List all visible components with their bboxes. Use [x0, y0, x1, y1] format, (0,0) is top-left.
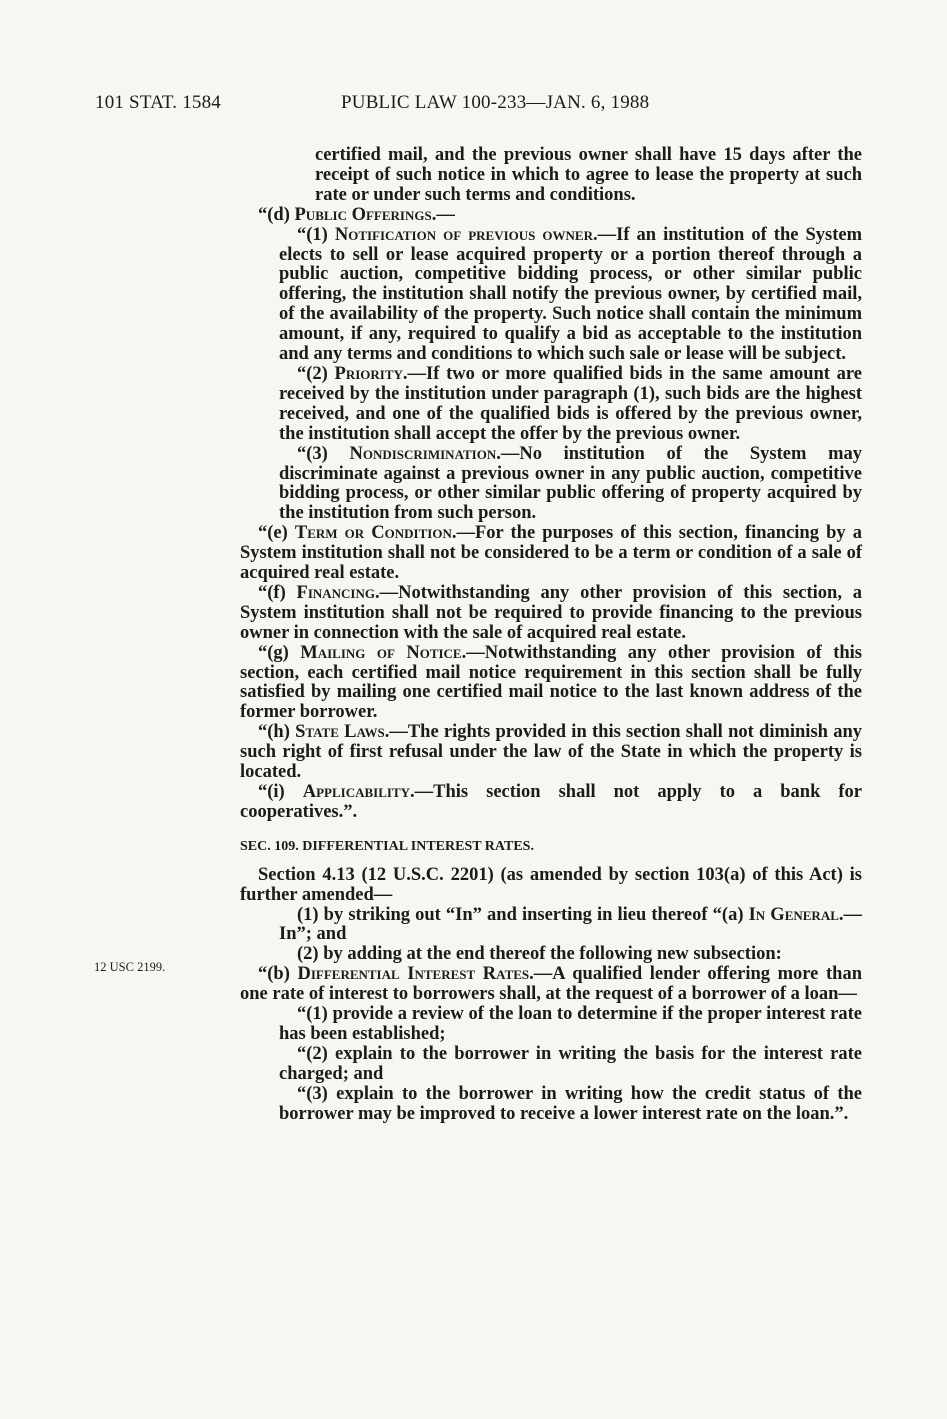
- subsection-d: “(d) Public Offerings.—: [258, 204, 455, 225]
- paragraph-b1: “(1) provide a review of the loan to determine if the proper interest rate has been established;: [279, 1004, 862, 1044]
- paragraph-d2: “(2) Priority.—If two or more qualified bids in the same amount are received by the institution under paragraph (1), such bids are the highest received, and one of the qualified bids is offered by the previous owner, the institution shall accept the offer by the previous owner.: [279, 363, 862, 444]
- statute-reference: 101 STAT. 1584: [95, 92, 222, 113]
- document-body: [240, 146, 862, 1125]
- subsection-e: “(e) Term or Condition.—For the purposes of this section, financing by a System institution shall not be considered to be a term or condition of a sale of acquired real estate.: [240, 523, 862, 584]
- subsection-b: “(b) Differential Interest Rates.—A qualified lender offering more than one rate of interest to borrowers shall, at the request of a borrower of a loan—: [240, 964, 862, 1005]
- paragraph-b3: “(3) explain to the borrower in writing how the credit status of the borrower may be improved to receive a lower interest rate on the loan.”.: [279, 1083, 862, 1124]
- amendment-item-1: (1) by striking out “In” and inserting in lieu thereof “(a) In General.—In”; and: [279, 904, 862, 945]
- amendment-item-2: (2) by adding at the end thereof the following new subsection:: [297, 944, 782, 965]
- subsection-g: “(g) Mailing of Notice.—Notwithstanding any other provision of this section, each certified mail notice requirement in this section shall be fully satisfied by mailing one certified mail notice to the last known address of the former borrower.: [240, 642, 862, 723]
- paragraph-d3: “(3) Nondiscrimination.—No institution of the System may discriminate against a previous owner in any public auction, competitive bidding process, or other similar public offering of property acquired by the institution from such person.: [279, 443, 862, 524]
- subsection-f: “(f) Financing.—Notwithstanding any other provision of this section, a System institution shall not be required to provide financing to the previous owner in connection with the sale of acquired real estate.: [240, 582, 862, 643]
- running-title: PUBLIC LAW 100-233—JAN. 6, 1988: [341, 92, 650, 113]
- section-heading: SEC. 109. DIFFERENTIAL INTEREST RATES.: [240, 838, 534, 854]
- paragraph-c-continued: certified mail, and the previous owner shall have 15 days after the receipt of such notice in which to agree to lease the property at such rate or under such terms and conditions.: [315, 145, 862, 205]
- paragraph-d1: “(1) Notification of previous owner.—If an institution of the System elects to sell or lease acquired property or a portion thereof through a public auction, competitive bidding process, or other similar public offering, the institution shall notify the previous owner, by certified mail, of the availability of the property. Such notice shall contain the minimum amount, if any, required to qualify a bid as acceptable to the institution and any terms and conditions to which such sale or lease will be subject.: [279, 224, 862, 365]
- usc-margin-note: 12 USC 2199.: [94, 960, 166, 974]
- subsection-i: “(i) Applicability.—This section shall not apply to a bank for cooperatives.”.: [240, 782, 863, 822]
- paragraph-b2: “(2) explain to the borrower in writing the basis for the interest rate charged; and: [279, 1043, 862, 1084]
- subsection-h: “(h) State Laws.—The rights provided in this section shall not diminish any such right of first refusal under the law of the State in which the property is located.: [240, 722, 862, 783]
- section-intro: Section 4.13 (12 U.S.C. 2201) (as amended by section 103(a) of this Act) is further amended—: [240, 864, 862, 905]
